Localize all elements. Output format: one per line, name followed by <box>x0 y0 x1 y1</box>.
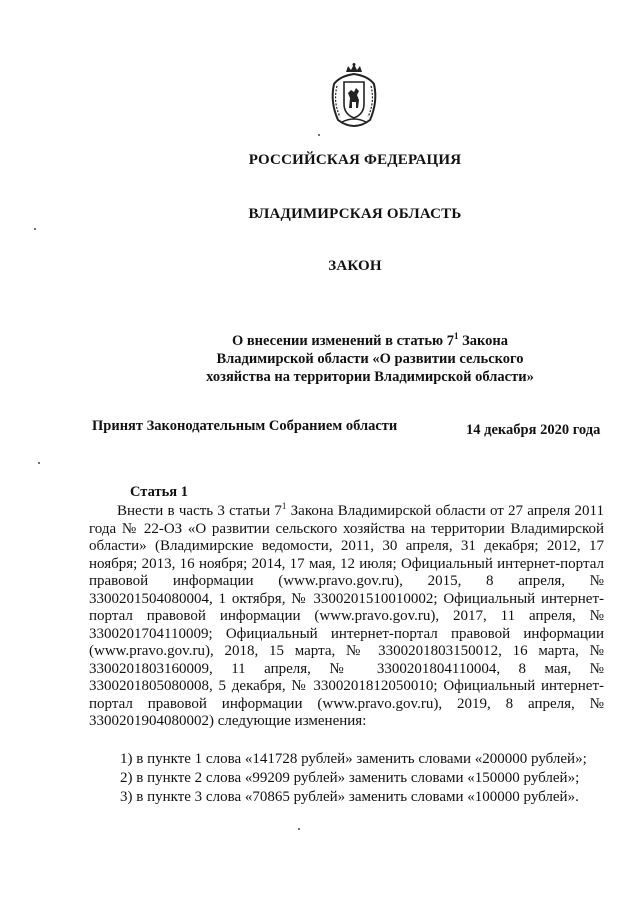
amendment-item: 3) в пункте 3 слова «70865 рублей» заменить словами «100000 рублей». <box>120 789 579 805</box>
amendment-list <box>120 750 620 807</box>
scan-speck <box>298 828 300 830</box>
law-title-line-3: хозяйства на территории Владимирской области» <box>206 368 534 385</box>
scan-speck <box>38 462 40 464</box>
amendment-item: 1) в пункте 1 слова «141728 рублей» заменить словами «200000 рублей»; <box>120 751 587 767</box>
article-heading: Статья 1 <box>130 484 188 500</box>
adoption-statement: Принят Законодательным Собранием области <box>92 418 398 434</box>
scan-speck <box>318 134 320 136</box>
amendment-item: 2) в пункте 2 слова «99209 рублей» заменить словами «150000 рублей»; <box>120 770 580 786</box>
document-type-heading: ЗАКОН <box>328 258 382 274</box>
scan-speck <box>34 228 36 230</box>
country-heading: РОССИЙСКАЯ ФЕДЕРАЦИЯ <box>248 152 462 168</box>
adoption-date: 14 декабря 2020 года <box>466 422 601 438</box>
coat-of-arms-emblem <box>328 62 380 128</box>
law-title-line-2: Владимирской области «О развитии сельского <box>216 350 524 367</box>
region-heading: ВЛАДИМИРСКАЯ ОБЛАСТЬ <box>248 206 462 222</box>
law-title-line-1: О внесении изменений в статью $7^1$ Закона <box>231 331 509 349</box>
law-title <box>150 327 590 386</box>
article-intro-paragraph: Внести в часть 3 статьи $7^1$ Закона Владимирской области от 27 апреля 2011 года № 22-ОЗ «О развитии сельского хозяйства на территории Владимирской области» (Владимирские ведомости, 2011, 30 апреля, 31 декабря; 2012, 17 ноября; 2013, 16 ноября; 2014, 17 мая, 12 июля; Официальный интернет-портал правовой информации (www.pravo.gov.ru), 2015, 8 апреля, № 3300201504080004, 1 октября, № 3300201510010002; Официальный интернет-портал правовой информации (www.pravo.gov.ru), 2017, 11 апреля, № 3300201704110009; Официальный интернет-портал правовой информации (www.pravo.gov.ru), 2018, 15 марта, № 3300201803150012, 16 марта, № 3300201803160009, 11 апреля, № 3300201804110004, 8 мая, № 3300201805080008, 5 декабря, № 3300201812050010; Официальный интернет-портал правовой информации (www.pravo.gov.ru), 2019, 8 апреля, № 3300201904080002) следующие изменения: <box>89 501 604 729</box>
